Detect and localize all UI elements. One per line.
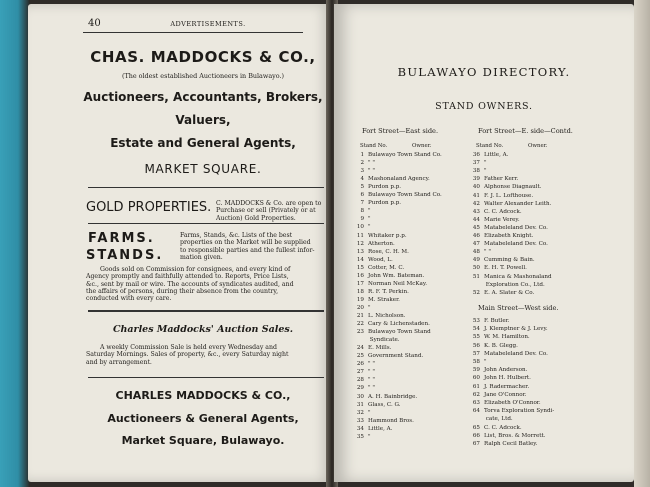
directory-row bbox=[464, 351, 548, 358]
directory-row bbox=[464, 359, 487, 366]
stand-owner: E. A. Slater & Co. bbox=[484, 289, 535, 296]
directory-row bbox=[348, 281, 427, 288]
stand-number: 55 bbox=[472, 334, 480, 341]
directory-row bbox=[348, 257, 393, 264]
stand-number: 50 bbox=[472, 265, 480, 272]
col3-heading: Main Street—West side. bbox=[478, 304, 559, 312]
directory-row bbox=[348, 168, 375, 175]
directory-row bbox=[348, 337, 400, 344]
stand-owner: " " bbox=[368, 168, 375, 175]
stand-owner: Elizabeth O'Connor. bbox=[484, 400, 541, 406]
auction-sales-text: A weekly Commission Sale is held every Wednesday and Saturday Mornings. Sales of property, &c., every Saturday night and by arrangement. bbox=[86, 344, 289, 366]
stand-number: 9 bbox=[360, 216, 364, 223]
stand-number: 26 bbox=[356, 361, 364, 368]
stand-owner: Bulawayo Town Stand bbox=[368, 329, 431, 336]
directory-row bbox=[348, 208, 371, 215]
stand-owner: John H. Hulbert. bbox=[484, 375, 531, 382]
stand-owner: C. C. Adcock. bbox=[484, 424, 522, 431]
directory-row bbox=[348, 176, 430, 183]
stand-owner: Elizabeth Knight. bbox=[484, 233, 534, 239]
directory-row bbox=[348, 369, 375, 376]
stand-number: 2 bbox=[360, 160, 364, 167]
directory-row bbox=[464, 152, 508, 159]
stand-number: 27 bbox=[356, 369, 364, 376]
stand-owner: Whitaker p.p. bbox=[368, 232, 407, 239]
directory-row bbox=[464, 416, 513, 423]
directory-row bbox=[464, 217, 520, 224]
directory-row bbox=[348, 426, 392, 433]
stand-owner: " bbox=[368, 216, 371, 223]
stand-owner: " " bbox=[368, 361, 375, 368]
stand-owner: Torva Exploration Syndi- bbox=[484, 408, 555, 415]
stand-number: 13 bbox=[356, 248, 364, 255]
stand-owner: K. B. Glegg. bbox=[484, 342, 518, 349]
directory-row bbox=[464, 375, 531, 382]
stand-number: 18 bbox=[356, 288, 364, 295]
stand-owner: Little, A. bbox=[368, 425, 393, 432]
left-page bbox=[28, 4, 332, 482]
directory-row bbox=[348, 184, 401, 191]
stand-number: 20 bbox=[356, 304, 364, 311]
stand-owner: " " bbox=[368, 377, 375, 384]
stand-number: 33 bbox=[356, 417, 364, 424]
stand-number: 36 bbox=[472, 152, 480, 158]
stand-owner: E. H. T. Powell. bbox=[484, 265, 527, 272]
stand-owner: " bbox=[484, 359, 487, 365]
stand-number: 3 bbox=[360, 168, 364, 175]
stand-number: 16 bbox=[356, 272, 364, 279]
col2-owner-label: Owner. bbox=[528, 143, 548, 149]
stand-number: 14 bbox=[356, 256, 364, 263]
stand-number: 49 bbox=[472, 257, 480, 264]
directory-row bbox=[348, 345, 391, 352]
stand-number: 42 bbox=[472, 200, 480, 207]
gold-properties-text: C. MADDOCKS & Co. are open to Purchase or sell (Privately or at Auction) Gold Properties. bbox=[216, 200, 322, 222]
stand-owner: J. Klemptner & J. Levy. bbox=[484, 326, 548, 333]
directory-row bbox=[348, 265, 404, 272]
directory-row bbox=[464, 225, 548, 232]
directory-row bbox=[464, 201, 551, 208]
firm-name: CHAS. MADDOCKS & CO., bbox=[90, 48, 316, 66]
directory-row bbox=[464, 249, 491, 256]
stand-owner: Atherton. bbox=[368, 240, 395, 247]
directory-row bbox=[348, 361, 375, 368]
stand-number: 15 bbox=[356, 264, 364, 271]
stand-number: 62 bbox=[472, 391, 480, 398]
stand-number: 4 bbox=[360, 176, 364, 183]
stand-owner: Bulawayo Town Stand Co. bbox=[368, 152, 442, 158]
stand-owner: " bbox=[484, 160, 487, 167]
stand-number: 51 bbox=[472, 273, 480, 280]
stand-number: 47 bbox=[472, 241, 480, 248]
stand-number: 52 bbox=[472, 289, 480, 296]
stand-owner: W. M. Hamilton. bbox=[484, 334, 530, 341]
stand-owner: " bbox=[368, 224, 371, 231]
stand-owner: John Wm. Bateman. bbox=[368, 272, 425, 279]
stand-number: 21 bbox=[356, 313, 364, 319]
stand-owner: M. Straker. bbox=[368, 296, 400, 303]
stand-number: 22 bbox=[356, 321, 364, 328]
stand-owner: Cumming & Bain. bbox=[484, 257, 535, 264]
stand-number: 10 bbox=[356, 224, 364, 231]
directory-row bbox=[464, 209, 522, 216]
directory-row bbox=[348, 160, 375, 167]
stand-owner: Glass, C. G. bbox=[368, 401, 401, 408]
stand-number: 64 bbox=[472, 408, 480, 415]
stand-owner: Matabeleland Dev. Co. bbox=[484, 241, 548, 248]
directory-row bbox=[464, 233, 533, 240]
directory-row bbox=[348, 233, 407, 240]
col2-stand-label: Stand No. bbox=[476, 143, 504, 149]
directory-row bbox=[348, 321, 430, 328]
stand-number: 19 bbox=[356, 296, 364, 303]
auction-sales-heading: Charles Maddocks' Auction Sales. bbox=[112, 324, 294, 335]
directory-row bbox=[464, 433, 546, 440]
stand-number: 7 bbox=[360, 200, 364, 207]
stand-owner: Jane O'Connor. bbox=[484, 391, 527, 398]
directory-row bbox=[464, 384, 529, 391]
stand-number: 6 bbox=[360, 192, 364, 199]
address-line: MARKET SQUARE. bbox=[144, 162, 262, 176]
stand-owner: E. Mills. bbox=[368, 345, 392, 352]
stand-number: 31 bbox=[356, 401, 364, 408]
stand-owner: Syndicate. bbox=[368, 337, 400, 344]
directory-row bbox=[464, 441, 538, 448]
directory-row bbox=[348, 152, 442, 159]
directory-row bbox=[348, 200, 401, 207]
running-head: ADVERTISEMENTS. bbox=[170, 20, 246, 28]
stands-heading: STANDS. bbox=[86, 248, 164, 263]
directory-row bbox=[464, 425, 522, 432]
stand-owner: " bbox=[368, 409, 371, 416]
stand-owner: Purdon p.p. bbox=[368, 184, 402, 191]
col1-heading: Fort Street—East side. bbox=[362, 127, 439, 135]
stand-number: 48 bbox=[472, 249, 480, 256]
stand-number: 57 bbox=[472, 350, 480, 357]
stand-number: 5 bbox=[360, 184, 364, 191]
stand-number: 1 bbox=[360, 152, 364, 158]
stand-owner: C. C. Adcock. bbox=[484, 208, 522, 215]
directory-row bbox=[464, 367, 527, 374]
directory-row bbox=[464, 408, 554, 415]
directory-row bbox=[464, 241, 548, 248]
stand-owner: Ralph Cecil Batley. bbox=[484, 441, 538, 447]
stand-number: 53 bbox=[472, 318, 480, 324]
directory-row bbox=[348, 313, 405, 320]
stand-owner: Government Stand. bbox=[368, 353, 424, 360]
stand-number: 12 bbox=[356, 240, 364, 247]
directory-row bbox=[348, 224, 371, 231]
bottom-address: Market Square, Bulawayo. bbox=[121, 434, 285, 447]
directory-row bbox=[464, 326, 548, 333]
stand-owner: Little, A. bbox=[484, 152, 509, 158]
directory-row bbox=[464, 257, 535, 264]
directory-row bbox=[464, 184, 542, 191]
stand-owner: Marie Verey. bbox=[484, 216, 520, 223]
stand-owner: List, Bros. & Morrett. bbox=[484, 432, 546, 439]
stand-owner: Rose, C. H. M. bbox=[368, 248, 409, 255]
stand-owner: Matabeleland Dev. Co. bbox=[484, 350, 548, 357]
directory-row bbox=[464, 318, 509, 325]
stand-owner: Cotter, M. C. bbox=[368, 264, 405, 271]
stand-owner: " " bbox=[368, 369, 375, 376]
stand-owner: Wood, L. bbox=[368, 256, 393, 263]
directory-row bbox=[348, 289, 409, 296]
stand-owner: F. J. L. Lofthouse. bbox=[484, 192, 534, 199]
directory-row bbox=[464, 343, 518, 350]
right-page bbox=[334, 4, 634, 482]
directory-row bbox=[348, 329, 431, 336]
stand-number: 58 bbox=[472, 359, 480, 365]
services-line3: Estate and General Agents, bbox=[110, 136, 296, 150]
directory-row bbox=[348, 297, 400, 304]
farms-heading: FARMS. bbox=[88, 231, 155, 246]
book-edge-left bbox=[0, 0, 30, 487]
stand-number: 29 bbox=[356, 385, 364, 392]
stand-number: 59 bbox=[472, 367, 480, 374]
directory-row bbox=[464, 274, 552, 281]
directory-row bbox=[348, 192, 442, 199]
directory-row bbox=[464, 400, 541, 407]
stand-owner: " bbox=[368, 208, 371, 215]
bottom-services: Auctioneers & General Agents, bbox=[107, 412, 299, 425]
stand-owner: " bbox=[368, 304, 371, 311]
stand-number: 23 bbox=[356, 329, 364, 336]
stand-number: 41 bbox=[472, 192, 480, 199]
stand-number: 61 bbox=[472, 383, 480, 390]
stand-owner: Norman Neil McKay. bbox=[368, 280, 428, 287]
stand-number: 28 bbox=[356, 377, 364, 384]
stand-number: 30 bbox=[356, 393, 364, 400]
stand-owner: Exploration Co., Ltd. bbox=[484, 281, 545, 288]
directory-row bbox=[464, 193, 533, 200]
stand-number: 25 bbox=[356, 353, 364, 360]
stand-owner: F. Butler. bbox=[484, 318, 510, 324]
directory-row bbox=[348, 305, 371, 312]
stand-number: 56 bbox=[472, 342, 480, 349]
stand-owner: cate, Ltd. bbox=[484, 416, 513, 423]
services-line2: Valuers, bbox=[175, 113, 231, 127]
stand-number: 60 bbox=[472, 375, 480, 382]
stand-owner: " bbox=[484, 168, 487, 175]
stand-owner: R. F. T. Perkin. bbox=[368, 288, 409, 295]
stand-owner: Hammond Bros. bbox=[368, 417, 414, 424]
directory-row bbox=[348, 377, 375, 384]
stand-owner: Father Kerr. bbox=[484, 176, 519, 183]
stand-number: 24 bbox=[356, 345, 364, 352]
stand-number: 65 bbox=[472, 424, 480, 431]
stand-owner: Alphonse Diagnault. bbox=[484, 184, 542, 191]
goods-text: Goods sold on Commission for consignees, and every kind of Agency promptly and faithfully attended to. Reports, Price Lists, &c., sent by mail or wire. The accounts of syndicates audited, and the affairs of persons, during their absence from the country, conducted with every care. bbox=[86, 266, 294, 303]
directory-row bbox=[348, 402, 401, 409]
gold-properties-heading: GOLD PROPERTIES. bbox=[86, 200, 212, 215]
directory-row bbox=[464, 176, 518, 183]
directory-row bbox=[348, 249, 409, 256]
directory-row bbox=[348, 410, 371, 417]
stand-number: 63 bbox=[472, 400, 480, 406]
directory-row bbox=[464, 334, 530, 341]
stand-number: 38 bbox=[472, 168, 480, 175]
stand-owners-title: STAND OWNERS. bbox=[435, 101, 533, 112]
directory-row bbox=[348, 273, 424, 280]
stand-owner: " " bbox=[484, 249, 491, 256]
stand-number: 17 bbox=[356, 280, 364, 287]
stand-number: 39 bbox=[472, 176, 480, 183]
col2-heading: Fort Street—E. side—Contd. bbox=[478, 127, 573, 135]
bottom-firm-name: CHARLES MADDOCKS & CO., bbox=[115, 389, 291, 402]
stand-number: 54 bbox=[472, 326, 480, 333]
services-line1: Auctioneers, Accountants, Brokers, bbox=[83, 90, 323, 104]
directory-row bbox=[348, 418, 414, 425]
stand-number: 66 bbox=[472, 432, 480, 439]
firm-subtitle: (The oldest established Auctioneers in Bulawayo.) bbox=[121, 72, 285, 80]
directory-row bbox=[464, 168, 487, 175]
directory-row bbox=[348, 241, 395, 248]
directory-row bbox=[348, 385, 375, 392]
directory-row bbox=[348, 353, 423, 360]
directory-title: BULAWAYO DIRECTORY. bbox=[397, 65, 571, 79]
col1-owner-label: Owner. bbox=[412, 143, 432, 149]
directory-row bbox=[464, 282, 545, 289]
stand-owner: " " bbox=[368, 160, 375, 167]
directory-row bbox=[464, 290, 534, 297]
book-edge-right bbox=[634, 0, 650, 487]
stand-owner: John Anderson. bbox=[484, 367, 528, 374]
stand-owner: A. H. Bainbridge. bbox=[368, 393, 418, 400]
page-number: 40 bbox=[88, 18, 101, 29]
stand-number: 46 bbox=[472, 233, 480, 239]
directory-row bbox=[464, 392, 526, 399]
stand-owner: Mashonaland Agency. bbox=[368, 176, 430, 183]
stand-owner: " bbox=[368, 433, 371, 440]
stand-number: 43 bbox=[472, 208, 480, 215]
stand-owner: Purdon p.p. bbox=[368, 200, 402, 207]
directory-row bbox=[348, 434, 371, 441]
stand-owner: " " bbox=[368, 385, 375, 392]
stand-owner: Matabeleland Dev. Co. bbox=[484, 224, 548, 231]
directory-row bbox=[348, 394, 417, 401]
stand-number: 44 bbox=[472, 216, 480, 223]
stand-number: 45 bbox=[472, 224, 480, 231]
stand-number: 11 bbox=[356, 232, 364, 239]
stand-number: 8 bbox=[360, 208, 364, 215]
stand-number: 34 bbox=[356, 425, 364, 432]
farms-text: Farms, Stands, &c. Lists of the best properties on the Market will be supplied to responsible parties and the fullest infor- mation given. bbox=[180, 232, 315, 261]
col1-stand-label: Stand No. bbox=[360, 143, 388, 149]
directory-row bbox=[348, 216, 371, 223]
stand-number: 37 bbox=[472, 160, 480, 167]
directory-row bbox=[464, 265, 527, 272]
stand-owner: Cary & Lichenstaden. bbox=[368, 321, 430, 328]
stand-number: 35 bbox=[356, 433, 364, 440]
stand-number: 32 bbox=[356, 409, 364, 416]
stand-owner: Walter Alexander Leith. bbox=[484, 200, 552, 207]
directory-row bbox=[464, 160, 487, 167]
stand-owner: L. Nicholson. bbox=[368, 313, 406, 319]
stand-owner: Manica & Mashonaland bbox=[484, 273, 552, 280]
stand-owner: Bulawayo Town Stand Co. bbox=[368, 192, 442, 199]
stand-number: 67 bbox=[472, 441, 480, 447]
stand-number: 40 bbox=[472, 184, 480, 191]
stand-owner: J. Radermacher. bbox=[484, 383, 530, 390]
